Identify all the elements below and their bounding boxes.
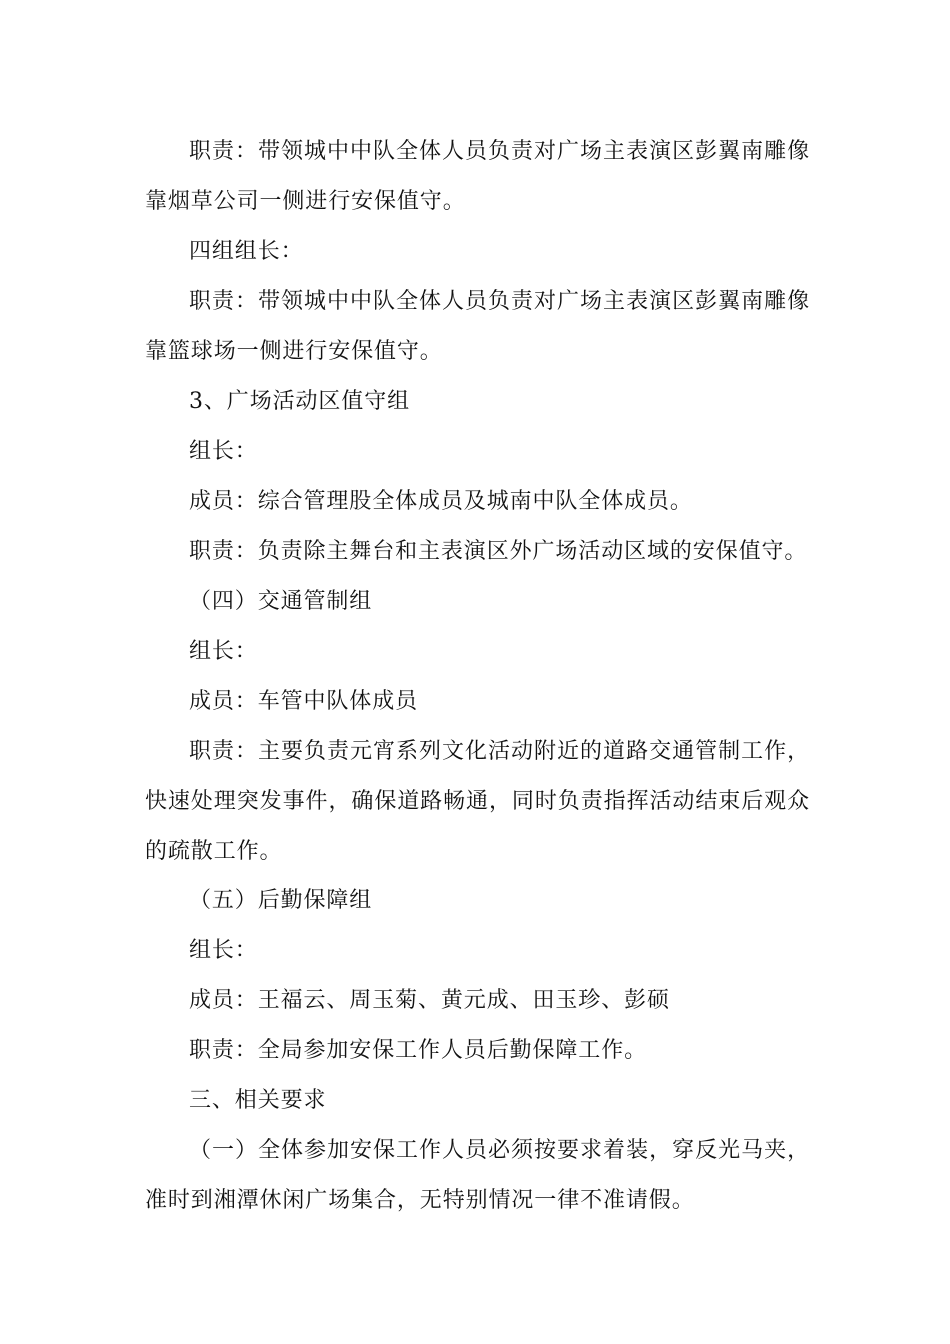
duty-paragraph-traffic: 职责：主要负责元宵系列文化活动附近的道路交通管制工作，快速处理突发事件，确保道路畅通，同时负责指挥活动结束后观众的疏散工作。 — [145, 739, 810, 864]
duty-line-plaza: 职责：负责除主舞台和主表演区外广场活动区域的安保值守。 — [189, 539, 808, 564]
members-line-logistics: 成员：王福云、周玉菊、黄元成、田玉珍、彭硕 — [189, 988, 670, 1013]
members-line-plaza: 成员：综合管理股全体成员及城南中队全体成员。 — [189, 489, 693, 514]
section-heading-requirements: 三、相关要求 — [189, 1088, 327, 1113]
duty-line-logistics: 职责：全局参加安保工作人员后勤保障工作。 — [189, 1038, 648, 1063]
group4-leader-line: 四组组长： — [189, 239, 304, 264]
requirement-paragraph-1: （一）全体参加安保工作人员必须按要求着装，穿反光马夹，准时到湘潭休闲广场集合，无特别情况一律不准请假。 — [145, 1138, 810, 1213]
members-line-traffic: 成员：车管中队体成员 — [189, 689, 419, 714]
section-heading-logistics: （五）后勤保障组 — [189, 888, 373, 913]
section-heading-plaza-activity: 3、广场活动区值守组 — [189, 389, 410, 414]
leader-line-logistics: 组长： — [189, 938, 258, 963]
leader-line-plaza: 组长： — [189, 439, 258, 464]
duty-paragraph-group4: 职责：带领城中中队全体人员负责对广场主表演区彭翼南雕像靠篮球场一侧进行安保值守。 — [145, 289, 810, 364]
leader-line-traffic: 组长： — [189, 639, 258, 664]
section-heading-traffic: （四）交通管制组 — [189, 589, 373, 614]
duty-paragraph-group3: 职责：带领城中中队全体人员负责对广场主表演区彭翼南雕像靠烟草公司一侧进行安保值守。 — [145, 139, 810, 214]
